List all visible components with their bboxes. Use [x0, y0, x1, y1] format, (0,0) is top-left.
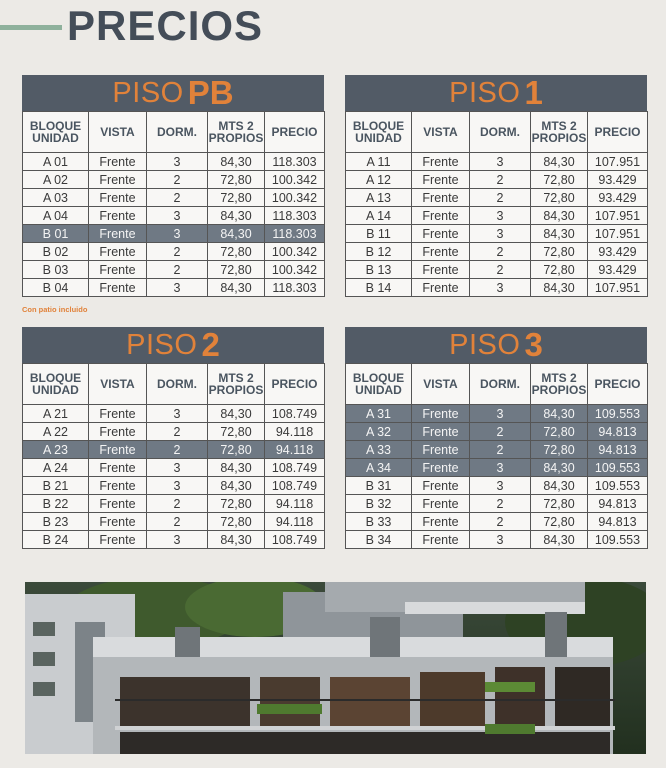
- cell-vista: Frente: [412, 441, 470, 459]
- table-row: [23, 459, 325, 477]
- floor-block-2: [22, 327, 324, 549]
- cell-vista: Frente: [89, 459, 147, 477]
- cell-unidad: B 21: [23, 477, 89, 495]
- table-row: [23, 207, 325, 225]
- cell-unidad: A 11: [346, 153, 412, 171]
- cell-dorm: 3: [470, 153, 531, 171]
- column-header: DORM.: [147, 364, 208, 405]
- cell-vista: Frente: [89, 531, 147, 549]
- cell-vista: Frente: [412, 459, 470, 477]
- cell-mts: 72,80: [208, 261, 265, 279]
- cell-mts: 84,30: [531, 405, 588, 423]
- cell-dorm: 3: [147, 531, 208, 549]
- column-header: DORM.: [147, 112, 208, 153]
- table-header-row: [23, 364, 325, 405]
- cell-mts: 84,30: [208, 153, 265, 171]
- cell-vista: Frente: [412, 477, 470, 495]
- cell-mts: 72,80: [208, 423, 265, 441]
- patio-note: Con patio incluido: [22, 305, 88, 314]
- table-row: [23, 279, 325, 297]
- floor-number: 3: [524, 326, 543, 363]
- floor-number: 1: [524, 74, 543, 111]
- cell-vista: Frente: [412, 279, 470, 297]
- cell-vista: Frente: [89, 477, 147, 495]
- cell-precio: 109.553: [588, 477, 648, 495]
- table-row: [346, 153, 648, 171]
- column-header: MTS 2 PROPIOS: [208, 112, 265, 153]
- cell-precio: 93.429: [588, 243, 648, 261]
- cell-unidad: A 21: [23, 405, 89, 423]
- column-header: BLOQUE UNIDAD: [346, 112, 412, 153]
- cell-dorm: 3: [470, 459, 531, 477]
- table-row: [23, 153, 325, 171]
- cell-vista: Frente: [89, 225, 147, 243]
- floor-block-3: [345, 327, 647, 549]
- table-row: [346, 513, 648, 531]
- column-header: VISTA: [412, 364, 470, 405]
- cell-precio: 100.342: [265, 189, 325, 207]
- cell-vista: Frente: [412, 261, 470, 279]
- table-header-row: [346, 112, 648, 153]
- column-header: VISTA: [89, 364, 147, 405]
- cell-vista: Frente: [89, 279, 147, 297]
- column-header: MTS 2 PROPIOS: [208, 364, 265, 405]
- cell-precio: 108.749: [265, 459, 325, 477]
- column-header: BLOQUE UNIDAD: [346, 364, 412, 405]
- cell-unidad: B 11: [346, 225, 412, 243]
- table-row: [23, 477, 325, 495]
- cell-mts: 84,30: [531, 153, 588, 171]
- table-row: [23, 189, 325, 207]
- cell-dorm: 3: [147, 225, 208, 243]
- cell-mts: 72,80: [208, 189, 265, 207]
- cell-mts: 72,80: [531, 513, 588, 531]
- cell-unidad: B 03: [23, 261, 89, 279]
- cell-vista: Frente: [89, 495, 147, 513]
- floor-label: PISO: [126, 329, 198, 361]
- cell-mts: 84,30: [531, 531, 588, 549]
- cell-unidad: A 03: [23, 189, 89, 207]
- column-header: DORM.: [470, 364, 531, 405]
- cell-unidad: A 33: [346, 441, 412, 459]
- cell-precio: 100.342: [265, 243, 325, 261]
- cell-mts: 72,80: [208, 513, 265, 531]
- cell-precio: 108.749: [265, 477, 325, 495]
- cell-dorm: 2: [147, 171, 208, 189]
- cell-dorm: 3: [147, 153, 208, 171]
- cell-unidad: B 04: [23, 279, 89, 297]
- cell-mts: 72,80: [531, 423, 588, 441]
- heading-accent-line: [0, 25, 62, 30]
- cell-unidad: B 22: [23, 495, 89, 513]
- cell-precio: 100.342: [265, 171, 325, 189]
- cell-dorm: 3: [147, 477, 208, 495]
- table-row: [346, 207, 648, 225]
- cell-mts: 84,30: [531, 279, 588, 297]
- floor-block-pb: [22, 75, 324, 297]
- cell-precio: 94.118: [265, 513, 325, 531]
- column-header: PRECIO: [265, 112, 325, 153]
- floor-label: PISO: [449, 77, 521, 109]
- cell-unidad: A 24: [23, 459, 89, 477]
- table-row: [346, 279, 648, 297]
- cell-dorm: 2: [147, 513, 208, 531]
- cell-precio: 94.813: [588, 423, 648, 441]
- cell-precio: 107.951: [588, 207, 648, 225]
- floor-header-band: [345, 327, 647, 363]
- cell-unidad: B 01: [23, 225, 89, 243]
- cell-vista: Frente: [89, 243, 147, 261]
- cell-precio: 108.749: [265, 531, 325, 549]
- table-row: [23, 405, 325, 423]
- cell-precio: 94.118: [265, 495, 325, 513]
- cell-mts: 84,30: [208, 207, 265, 225]
- cell-precio: 94.813: [588, 441, 648, 459]
- cell-unidad: B 14: [346, 279, 412, 297]
- table-row: [23, 225, 325, 243]
- cell-unidad: B 13: [346, 261, 412, 279]
- cell-precio: 93.429: [588, 189, 648, 207]
- cell-dorm: 3: [470, 531, 531, 549]
- table-row: [346, 495, 648, 513]
- cell-dorm: 3: [147, 405, 208, 423]
- cell-vista: Frente: [412, 423, 470, 441]
- table-row: [23, 531, 325, 549]
- cell-vista: Frente: [412, 531, 470, 549]
- cell-unidad: A 13: [346, 189, 412, 207]
- cell-mts: 84,30: [531, 459, 588, 477]
- cell-dorm: 2: [470, 171, 531, 189]
- cell-precio: 118.303: [265, 225, 325, 243]
- cell-mts: 84,30: [208, 405, 265, 423]
- price-table: [345, 363, 648, 549]
- cell-vista: Frente: [89, 153, 147, 171]
- cell-dorm: 2: [470, 189, 531, 207]
- cell-mts: 84,30: [208, 225, 265, 243]
- table-header-row: [23, 112, 325, 153]
- cell-mts: 84,30: [208, 459, 265, 477]
- column-header: VISTA: [412, 112, 470, 153]
- cell-vista: Frente: [412, 495, 470, 513]
- cell-vista: Frente: [89, 423, 147, 441]
- cell-precio: 109.553: [588, 459, 648, 477]
- column-header: BLOQUE UNIDAD: [23, 112, 89, 153]
- cell-vista: Frente: [89, 207, 147, 225]
- table-row: [346, 261, 648, 279]
- table-row: [23, 261, 325, 279]
- table-row: [346, 531, 648, 549]
- cell-mts: 72,80: [208, 495, 265, 513]
- floor-number: PB: [187, 74, 234, 111]
- table-row: [346, 441, 648, 459]
- building-rendering-image: [25, 582, 646, 754]
- cell-unidad: B 34: [346, 531, 412, 549]
- cell-dorm: 3: [470, 207, 531, 225]
- cell-mts: 72,80: [531, 243, 588, 261]
- cell-unidad: B 32: [346, 495, 412, 513]
- column-header: VISTA: [89, 112, 147, 153]
- cell-unidad: B 23: [23, 513, 89, 531]
- cell-precio: 94.813: [588, 513, 648, 531]
- cell-dorm: 3: [470, 225, 531, 243]
- cell-dorm: 2: [147, 261, 208, 279]
- column-header: MTS 2 PROPIOS: [531, 364, 588, 405]
- cell-mts: 72,80: [531, 441, 588, 459]
- cell-unidad: A 31: [346, 405, 412, 423]
- cell-unidad: B 24: [23, 531, 89, 549]
- cell-mts: 72,80: [531, 171, 588, 189]
- cell-vista: Frente: [412, 405, 470, 423]
- cell-dorm: 3: [147, 207, 208, 225]
- column-header: BLOQUE UNIDAD: [23, 364, 89, 405]
- floor-label: PISO: [449, 329, 521, 361]
- floor-label: PISO: [112, 77, 184, 109]
- cell-mts: 84,30: [208, 279, 265, 297]
- page-title: PRECIOS: [67, 2, 264, 49]
- cell-mts: 84,30: [208, 531, 265, 549]
- table-row: [346, 189, 648, 207]
- cell-precio: 94.813: [588, 495, 648, 513]
- cell-vista: Frente: [412, 189, 470, 207]
- cell-vista: Frente: [412, 171, 470, 189]
- table-row: [346, 225, 648, 243]
- cell-unidad: A 22: [23, 423, 89, 441]
- cell-mts: 84,30: [531, 207, 588, 225]
- cell-precio: 109.553: [588, 405, 648, 423]
- cell-precio: 93.429: [588, 261, 648, 279]
- cell-vista: Frente: [89, 441, 147, 459]
- cell-vista: Frente: [412, 207, 470, 225]
- cell-unidad: A 34: [346, 459, 412, 477]
- cell-dorm: 2: [470, 441, 531, 459]
- price-table: [22, 111, 325, 297]
- cell-dorm: 3: [147, 279, 208, 297]
- table-row: [346, 459, 648, 477]
- cell-precio: 118.303: [265, 153, 325, 171]
- cell-dorm: 2: [470, 513, 531, 531]
- cell-vista: Frente: [412, 225, 470, 243]
- cell-unidad: B 31: [346, 477, 412, 495]
- cell-precio: 94.118: [265, 441, 325, 459]
- cell-unidad: B 02: [23, 243, 89, 261]
- cell-mts: 72,80: [531, 495, 588, 513]
- cell-precio: 118.303: [265, 207, 325, 225]
- cell-dorm: 3: [470, 477, 531, 495]
- floor-header-band: [22, 75, 324, 111]
- column-header: PRECIO: [588, 112, 648, 153]
- cell-unidad: B 12: [346, 243, 412, 261]
- cell-precio: 107.951: [588, 153, 648, 171]
- floor-header-band: [22, 327, 324, 363]
- cell-dorm: 2: [147, 189, 208, 207]
- table-row: [346, 243, 648, 261]
- cell-vista: Frente: [412, 153, 470, 171]
- cell-vista: Frente: [89, 261, 147, 279]
- cell-unidad: A 23: [23, 441, 89, 459]
- cell-dorm: 2: [147, 243, 208, 261]
- cell-dorm: 3: [470, 279, 531, 297]
- cell-vista: Frente: [89, 171, 147, 189]
- cell-unidad: A 04: [23, 207, 89, 225]
- cell-mts: 72,80: [208, 171, 265, 189]
- cell-dorm: 2: [470, 243, 531, 261]
- cell-unidad: A 01: [23, 153, 89, 171]
- price-table: [345, 111, 648, 297]
- cell-dorm: 2: [147, 495, 208, 513]
- cell-precio: 94.118: [265, 423, 325, 441]
- cell-dorm: 2: [470, 495, 531, 513]
- cell-precio: 109.553: [588, 531, 648, 549]
- cell-vista: Frente: [89, 189, 147, 207]
- cell-precio: 107.951: [588, 225, 648, 243]
- column-header: PRECIO: [588, 364, 648, 405]
- cell-dorm: 2: [147, 441, 208, 459]
- table-row: [346, 477, 648, 495]
- cell-precio: 107.951: [588, 279, 648, 297]
- cell-vista: Frente: [412, 513, 470, 531]
- table-row: [23, 423, 325, 441]
- column-header: DORM.: [470, 112, 531, 153]
- cell-vista: Frente: [89, 405, 147, 423]
- cell-unidad: B 33: [346, 513, 412, 531]
- floor-number: 2: [201, 326, 220, 363]
- table-row: [346, 171, 648, 189]
- cell-mts: 84,30: [531, 225, 588, 243]
- cell-precio: 108.749: [265, 405, 325, 423]
- cell-dorm: 2: [147, 423, 208, 441]
- cell-mts: 72,80: [531, 261, 588, 279]
- column-header: MTS 2 PROPIOS: [531, 112, 588, 153]
- cell-precio: 118.303: [265, 279, 325, 297]
- table-row: [346, 423, 648, 441]
- table-row: [346, 405, 648, 423]
- price-table: [22, 363, 325, 549]
- cell-mts: 72,80: [208, 243, 265, 261]
- cell-mts: 72,80: [531, 189, 588, 207]
- cell-unidad: A 32: [346, 423, 412, 441]
- cell-dorm: 2: [470, 423, 531, 441]
- column-header: PRECIO: [265, 364, 325, 405]
- cell-unidad: A 12: [346, 171, 412, 189]
- cell-vista: Frente: [412, 243, 470, 261]
- cell-dorm: 3: [147, 459, 208, 477]
- cell-mts: 72,80: [208, 441, 265, 459]
- cell-mts: 84,30: [531, 477, 588, 495]
- cell-vista: Frente: [89, 513, 147, 531]
- cell-unidad: A 14: [346, 207, 412, 225]
- table-row: [23, 495, 325, 513]
- cell-precio: 93.429: [588, 171, 648, 189]
- cell-mts: 84,30: [208, 477, 265, 495]
- page-heading: [0, 0, 666, 60]
- cell-precio: 100.342: [265, 261, 325, 279]
- table-row: [23, 171, 325, 189]
- cell-dorm: 2: [470, 261, 531, 279]
- table-row: [23, 243, 325, 261]
- table-header-row: [346, 364, 648, 405]
- floor-block-1: [345, 75, 647, 297]
- floor-header-band: [345, 75, 647, 111]
- cell-unidad: A 02: [23, 171, 89, 189]
- cell-dorm: 3: [470, 405, 531, 423]
- table-row: [23, 441, 325, 459]
- table-row: [23, 513, 325, 531]
